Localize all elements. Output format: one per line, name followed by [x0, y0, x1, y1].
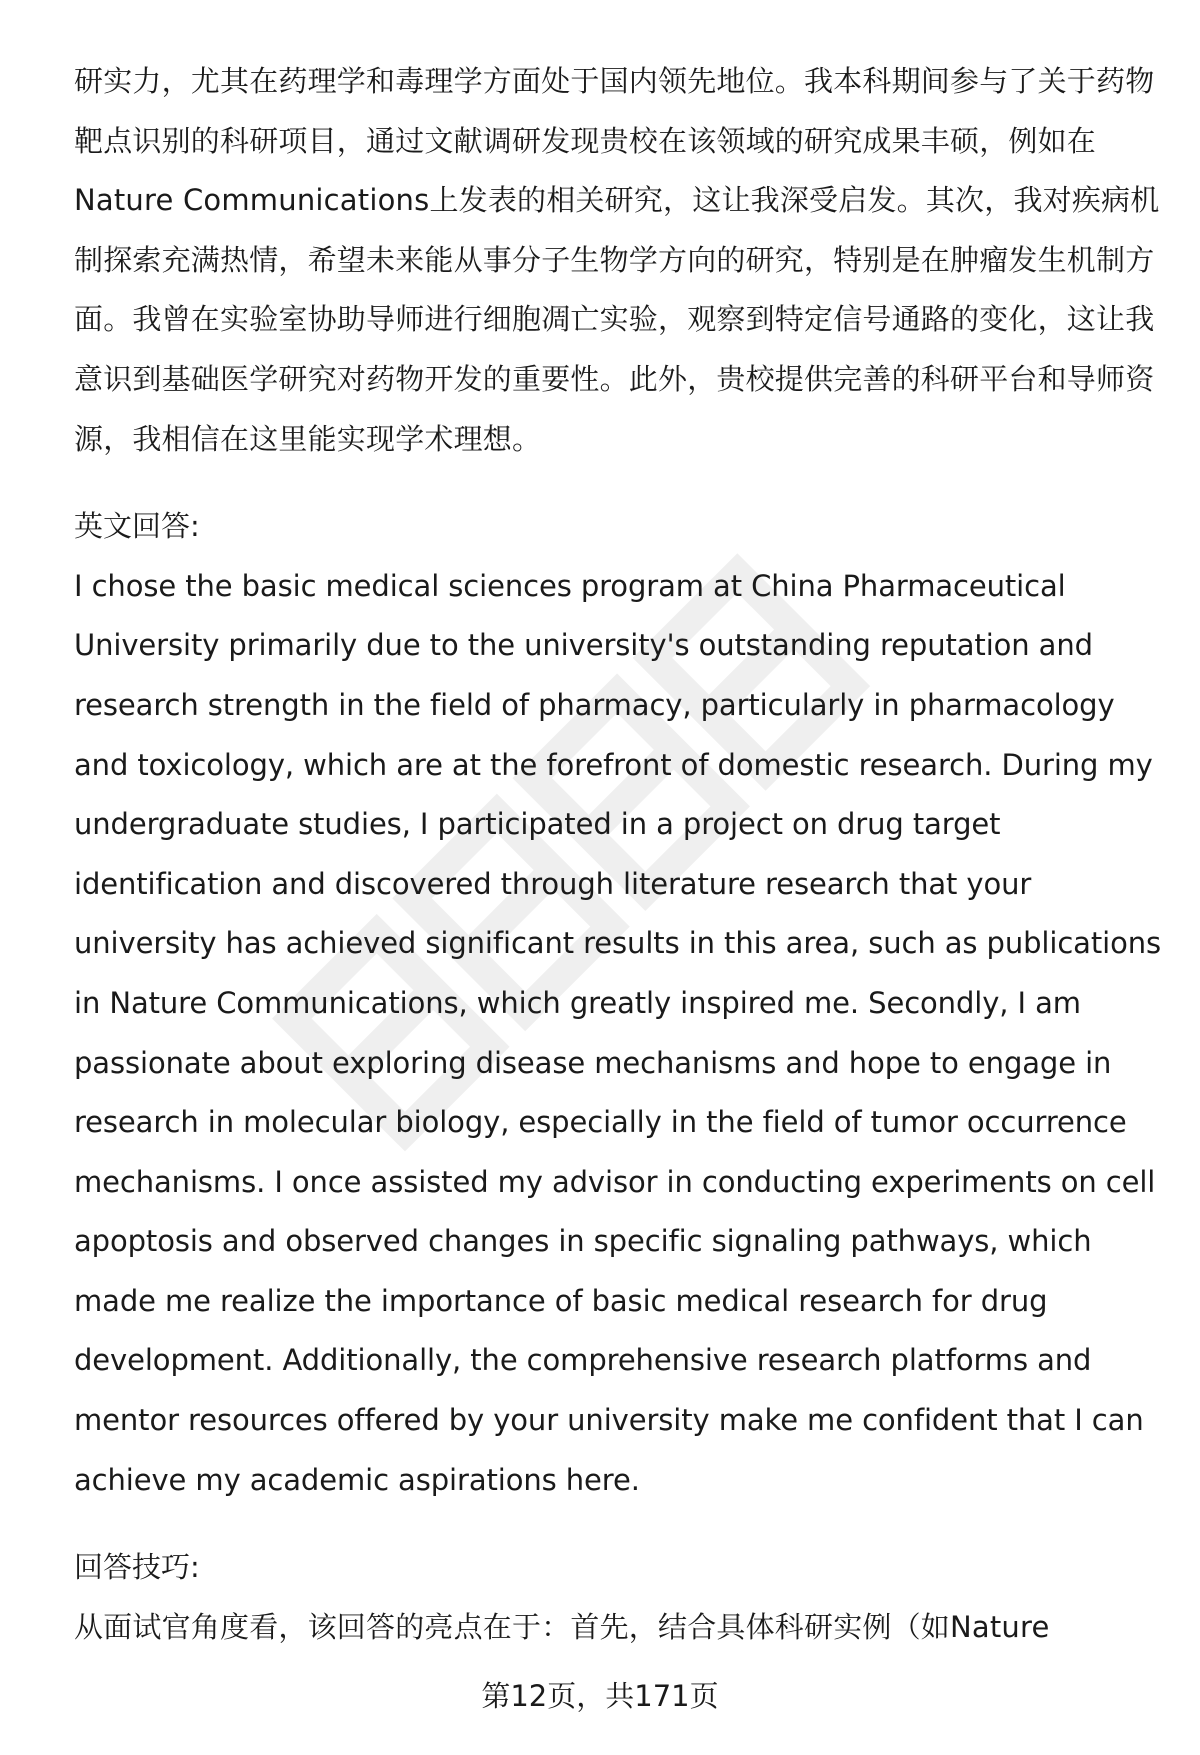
- english-answer-label: 英文回答:: [74, 509, 200, 544]
- document-content: [74, 52, 1164, 1657]
- answer-tips-label: 回答技巧:: [74, 1550, 200, 1585]
- english-answer-paragraph: I chose the basic medical sciences program at China Pharmaceutical University primarily due to the university's outstanding reputation and research strength in the field of pharmacy, particularly in pharmacology and toxicology, which are at the forefront of domestic research. During my undergraduate studies, I participated in a project on drug target identification and discovered through literature research that your university has achieved significant results in this area, such as publications in Nature Communications, which greatly inspired me. Secondly, I am passionate about exploring disease mechanisms and hope to engage in research in molecular biology, especially in the field of tumor occurrence mechanisms. I once assisted my advisor in conducting experiments on cell apoptosis and observed changes in specific signaling pathways, which made me realize the importance of basic medical research for drug development. Additionally, the comprehensive research platforms and mentor resources offered by your university make me confident that I can achieve my academic aspirations here.: [74, 568, 1162, 1497]
- answer-tips-paragraph: 从面试官角度看，该回答的亮点在于：首先，结合具体科研实例（如Nature: [74, 1609, 1050, 1644]
- chinese-answer-paragraph: 研实力，尤其在药理学和毒理学方面处于国内领先地位。我本科期间参与了关于药物靶点识别的科研项目，通过文献调研发现贵校在该领域的研究成果丰硕，例如在Nature Communications上发表的相关研究，这让我深受启发。其次，我对疾病机制探索充满热情，希望未来能从事分子生物学方向的研究，特别是在肿瘤发生机制方面。我曾在实验室协助导师进行细胞凋亡实验，观察到特定信号通路的变化，这让我意识到基础医学研究对药物开发的重要性。此外，贵校提供完善的科研平台和导师资源，我相信在这里能实现学术理想。: [74, 64, 1160, 456]
- page-number-footer: 第12页，共171页: [481, 1679, 719, 1713]
